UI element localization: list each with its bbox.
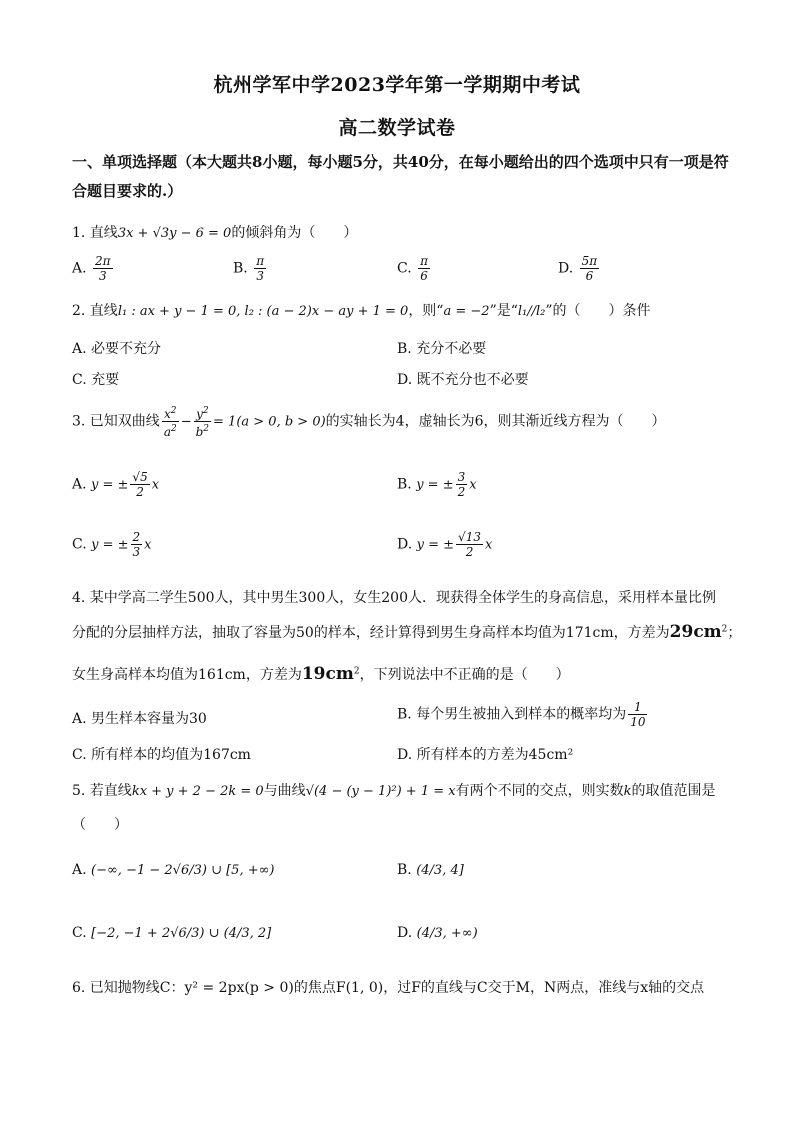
q1-prefix: 1. 直线: [72, 225, 118, 241]
q3-option-b[interactable]: B. y = ± $\frac{3}{2}$ x: [397, 470, 477, 499]
q5-option-d[interactable]: D. (4/3, +∞): [397, 925, 478, 941]
q2-option-a[interactable]: A. 必要不充分: [72, 341, 162, 357]
q1-suffix: 的倾斜角为（ ）: [231, 225, 358, 241]
q5-line-equation: kx + y + 2 − 2k = 0: [131, 784, 264, 799]
exam-subtitle: 高二数学试卷: [338, 117, 456, 139]
question-5-paren: （ ）: [72, 817, 128, 833]
q4-option-b[interactable]: B. 每个男生被抽入到样本的概率均为 $\frac{1}{10}$: [397, 700, 646, 729]
question-3: 3. 已知双曲线 $\frac{x^2}{a^2}$ − $\frac{y^2}{b^2}$ = 1(a > 0, b > 0)的实轴长为4，虚轴长为6，则其渐近线方程为（ ）: [72, 406, 666, 439]
q2-option-c[interactable]: C. 充要: [72, 372, 120, 388]
question-2: 2. 直线l₁ : ax + y − 1 = 0, l₂ : (a − 2)x − ay + 1 = 0，则“a = −2”是“l₁//l₂”的（ ）条件: [72, 303, 651, 319]
question-5: 5. 若直线kx + y + 2 − 2k = 0与曲线√(4 − (y − 1)²) + 1 = x有两个不同的交点，则实数k的取值范围是: [72, 783, 716, 799]
q5-option-a[interactable]: A. (−∞, −1 − 2√6/3) ∪ [5, +∞): [72, 862, 275, 878]
q4-option-a[interactable]: A. 男生样本容量为30: [72, 711, 207, 727]
exam-title: 杭州学军中学2023学年第一学期期中考试: [213, 74, 581, 96]
q2-option-d[interactable]: D. 既不充分也不必要: [397, 372, 529, 388]
q1-option-d[interactable]: D. $\frac{5\pi}{6}$: [558, 254, 598, 283]
section-heading: 一、单项选择题（本大题共8小题，每小题5分，共40分，在每小题给出的四个选项中只有一项是符合题目要求的.）: [72, 153, 729, 200]
question-4-line1: 4. 某中学高二学生500人，其中男生300人，女生200人．现获得全体学生的身高信息，采用样本量比例: [72, 590, 716, 606]
q2-equation: l₁ : ax + y − 1 = 0, l₂ : (a − 2)x − ay + 1 = 0: [117, 304, 409, 319]
question-1: [72, 222, 732, 242]
q2-option-b[interactable]: B. 充分不必要: [397, 341, 487, 357]
q1-option-a[interactable]: A. $\frac{2\pi}{3}$: [72, 254, 111, 283]
question-4-line3: 女生身高样本均值为161cm，方差为$19cm^2$，下列说法中不正确的是（ ）: [72, 664, 570, 684]
question-6: 6. 已知抛物线C：y² = 2px(p > 0)的焦点F(1, 0)，过F的直线与C交于M，N两点，准线与x轴的交点: [72, 980, 705, 996]
q4-option-d[interactable]: D. 所有样本的方差为45cm²: [397, 747, 574, 763]
q5-option-c[interactable]: C. [−2, −1 + 2√6/3) ∪ (4/3, 2]: [72, 925, 272, 941]
q4-option-c[interactable]: C. 所有样本的均值为167cm: [72, 747, 251, 763]
q5-option-b[interactable]: B. (4/3, 4]: [397, 862, 464, 878]
q3-option-c[interactable]: C. y = ± $\frac{2}{3}$ x: [72, 530, 152, 559]
q1-option-b[interactable]: B. $\frac{\pi}{3}$: [233, 254, 265, 283]
question-4-line2: 分配的分层抽样方法，抽取了容量为50的样本，经计算得到男生身高样本均值为171cm，方差为$29cm^2$；: [72, 622, 742, 642]
q3-frac-x: $\frac{x^2}{a^2}$: [163, 406, 177, 439]
q3-frac-y: $\frac{y^2}{b^2}$: [195, 406, 210, 439]
q3-option-a[interactable]: A. y = ± $\frac{√5}{2}$ x: [72, 470, 160, 499]
q3-option-d[interactable]: D. y = ± $\frac{√13}{2}$ x: [397, 530, 493, 559]
q1-equation: 3x + √3y − 6 = 0: [117, 226, 232, 241]
q5-curve-equation: √(4 − (y − 1)²) + 1 = x: [305, 784, 456, 799]
q1-option-c[interactable]: C. $\frac{\pi}{6}$: [397, 254, 429, 283]
